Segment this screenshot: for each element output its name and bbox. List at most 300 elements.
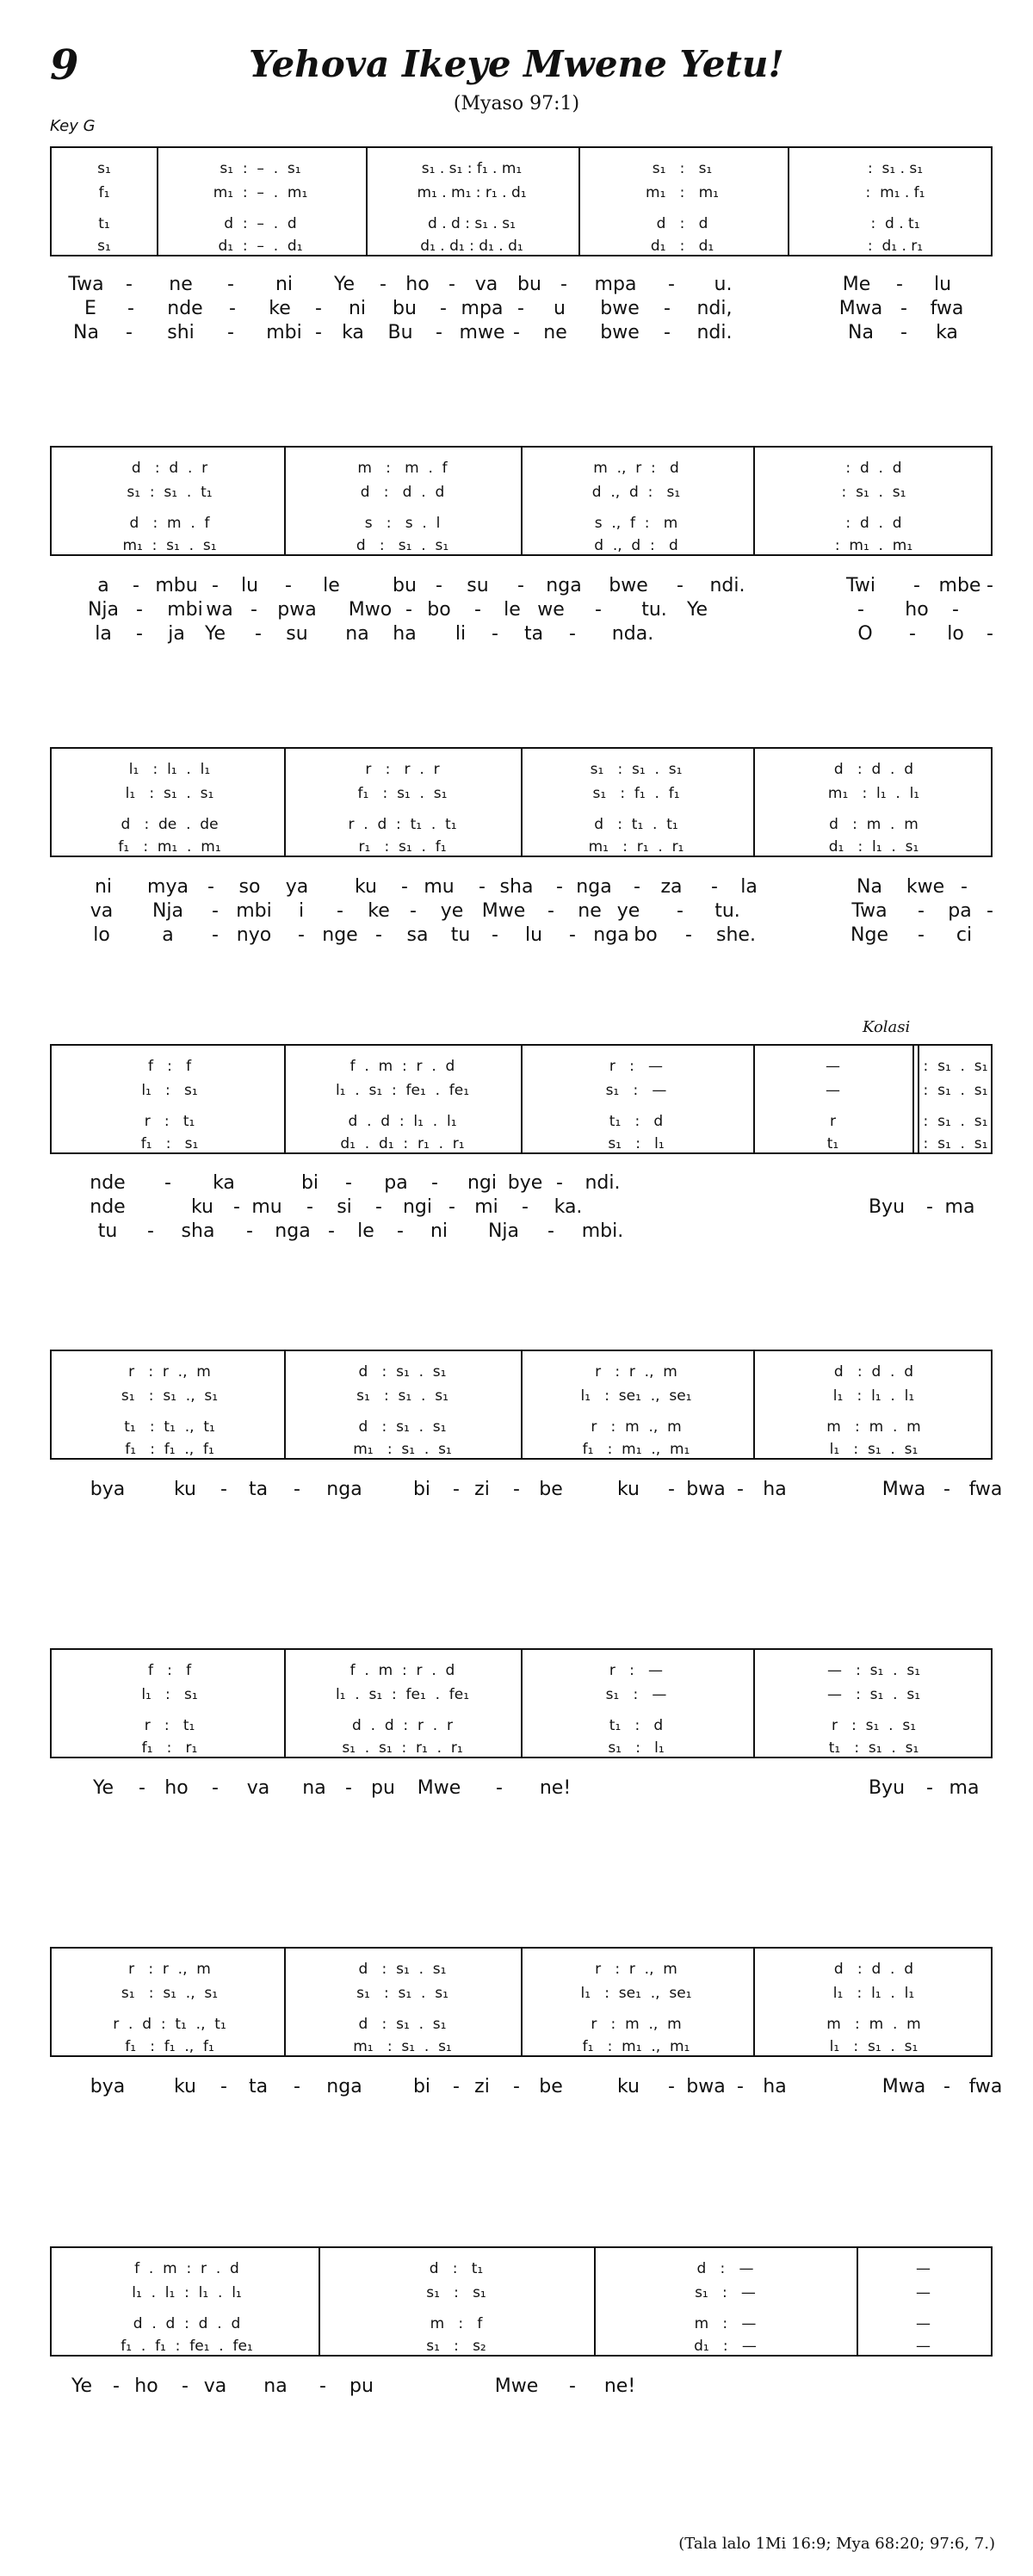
lyric-syllable: we xyxy=(537,599,565,621)
lyric-syllable: ja xyxy=(168,623,185,645)
lyric-syllable: bo xyxy=(427,599,451,621)
lyric-syllable: bye xyxy=(507,1172,543,1194)
lyric-syllable: bwa xyxy=(686,1479,726,1500)
hymn-number: 9 xyxy=(50,41,79,90)
note-group: d . d : s₁ . s₁ xyxy=(428,215,516,232)
lyric-syllable: le xyxy=(323,575,340,596)
note-group: m₁ : s₁ . s₁ xyxy=(353,1441,452,1458)
note-group: : d . t₁ xyxy=(870,215,920,232)
lyric-syllable: ku xyxy=(354,876,378,898)
hyphen: - xyxy=(900,322,907,343)
note-group: — xyxy=(916,2260,931,2277)
note-group: m ., r : d xyxy=(593,460,679,477)
hyphen: - xyxy=(315,298,322,319)
lyric-syllable: va xyxy=(203,2375,227,2397)
note-group: l₁ : l₁ . l₁ xyxy=(832,1985,915,2002)
voice-row-4 xyxy=(52,238,991,256)
lyric-syllable: na xyxy=(345,623,369,645)
hyphen: - xyxy=(453,1479,460,1500)
hyphen: - xyxy=(479,876,486,898)
lyric-syllable: pa xyxy=(384,1172,408,1194)
note-group: s₁ : l₁ xyxy=(608,1135,665,1152)
lyric-syllable: ne! xyxy=(603,2375,636,2397)
lyric-syllable: Ye xyxy=(686,599,708,621)
hyphen: - xyxy=(987,900,993,922)
lyric-syllable: va xyxy=(246,1777,270,1799)
hyphen: - xyxy=(685,924,692,946)
hyphen: - xyxy=(556,1172,563,1194)
voice-row-4 xyxy=(52,2038,991,2057)
hyphen: - xyxy=(918,900,925,922)
lyrics-verse-line-3 xyxy=(50,322,993,346)
lyric-syllable: le xyxy=(504,599,521,621)
lyric-syllable: ho xyxy=(134,2375,158,2397)
note-group: s₁ : s₂ xyxy=(426,2338,486,2355)
lyric-syllable: fwa xyxy=(968,2076,1003,2097)
note-group: — : s₁ . s₁ xyxy=(826,1662,921,1679)
note-group: — xyxy=(826,1058,840,1075)
hyphen: - xyxy=(634,876,640,898)
lyric-syllable: be xyxy=(539,2076,563,2097)
voice-row-2 xyxy=(52,184,991,203)
hyphen: - xyxy=(405,599,412,621)
lyrics-verse-line-3 xyxy=(50,623,993,647)
hyphen: - xyxy=(436,575,442,596)
hyphen: - xyxy=(380,274,387,295)
note-group: l₁ : s₁ . s₁ xyxy=(829,1441,919,1458)
lyric-syllable: kwe xyxy=(906,876,945,898)
note-group: f . m : r . d xyxy=(349,1058,455,1075)
note-group: l₁ : s₁ xyxy=(141,1082,198,1099)
voice-row-1 xyxy=(52,1363,991,1382)
note-group: r : t₁ xyxy=(144,1717,195,1734)
note-group: s₁ : s₁ ., s₁ xyxy=(121,1387,219,1405)
note-group: — xyxy=(826,1082,840,1099)
lyrics-verse-line-3 xyxy=(50,1220,993,1245)
note-group: d : t₁ xyxy=(429,2260,484,2277)
lyric-syllable: tu. xyxy=(714,900,740,922)
lyric-syllable: Na xyxy=(857,876,882,898)
note-group: d ., d : d xyxy=(594,537,678,554)
hyphen: - xyxy=(918,924,925,946)
note-group: r : t₁ xyxy=(144,1113,195,1130)
note-group: s₁ : s₁ ., s₁ xyxy=(121,1985,219,2002)
note-group: t₁ : d xyxy=(609,1717,664,1734)
note-group: d : s₁ . s₁ xyxy=(358,2016,447,2033)
note-group: r : r ., m xyxy=(128,1363,211,1381)
voice-row-1 xyxy=(52,761,991,780)
lyric-syllable: mbi xyxy=(266,322,302,343)
hyphen: - xyxy=(294,1479,300,1500)
lyric-syllable: ma xyxy=(949,1777,980,1799)
lyric-syllable: i xyxy=(298,900,305,922)
hyphen: - xyxy=(664,322,671,343)
lyric-syllable: tu xyxy=(450,924,471,946)
note-group: d : d . d xyxy=(833,1961,914,1978)
note-group: d₁ . d₁ : r₁ . r₁ xyxy=(340,1135,465,1152)
note-group: r : — xyxy=(609,1058,664,1075)
lyric-syllable: bwe xyxy=(600,298,640,319)
lyric-syllable: bi xyxy=(412,1479,431,1500)
voice-row-1 xyxy=(52,1662,991,1681)
lyric-syllable: so xyxy=(238,876,261,898)
lyric-syllable: su xyxy=(467,575,489,596)
voice-row-4 xyxy=(52,537,991,556)
voice-row-1 xyxy=(52,1058,991,1077)
note-group: r : r ., m xyxy=(595,1961,677,1978)
voice-row-3 xyxy=(52,2016,991,2035)
lyric-syllable: Ye xyxy=(333,274,356,295)
lyric-syllable: bo xyxy=(634,924,658,946)
note-group: s₁ : – . s₁ xyxy=(220,160,301,177)
note-group: d . d : l₁ . l₁ xyxy=(348,1113,457,1130)
note-group: : d . d xyxy=(845,460,902,477)
lyric-syllable: ma xyxy=(944,1196,975,1218)
lyric-syllable: u xyxy=(554,298,566,319)
voice-row-3 xyxy=(52,215,991,234)
voice-row-2 xyxy=(52,785,991,804)
voice-row-2 xyxy=(52,1082,991,1101)
note-group: d : d . d xyxy=(833,761,914,778)
lyric-syllable: mwe xyxy=(459,322,505,343)
note-group: m₁ : – . m₁ xyxy=(213,184,308,201)
note-group: l₁ : s₁ . s₁ xyxy=(829,2038,919,2055)
note-group: s₁ : — xyxy=(605,1686,667,1703)
hyphen: - xyxy=(560,274,567,295)
lyric-syllable: she. xyxy=(716,924,756,946)
lyrics-verse-line-2 xyxy=(50,599,993,623)
lyric-syllable: Byu xyxy=(868,1777,906,1799)
note-group: t₁ xyxy=(826,1135,839,1152)
lyric-syllable: ndi, xyxy=(696,298,733,319)
lyric-syllable: lu xyxy=(240,575,259,596)
lyric-syllable: bwe xyxy=(609,575,648,596)
note-group: — : s₁ . s₁ xyxy=(826,1686,921,1703)
lyric-syllable: Nja xyxy=(87,599,120,621)
note-group: l₁ : se₁ ., se₁ xyxy=(580,1985,692,2002)
hyphen: - xyxy=(896,274,903,295)
note-group: s ., f : m xyxy=(594,515,678,532)
hyphen: - xyxy=(952,599,959,621)
hyphen: - xyxy=(126,274,133,295)
note-group: r : r ., m xyxy=(595,1363,677,1381)
hyphen: - xyxy=(926,1196,933,1218)
note-group: s₁ xyxy=(97,238,111,255)
lyric-syllable: nde xyxy=(90,1196,126,1218)
hyphen: - xyxy=(294,2076,300,2097)
lyric-syllable: nde xyxy=(167,298,203,319)
lyric-syllable: zi xyxy=(474,1479,490,1500)
lyric-syllable: ka xyxy=(936,322,958,343)
note-group: d . d : r . r xyxy=(352,1717,453,1734)
note-group: : m₁ . f₁ xyxy=(865,184,925,201)
music-system-8 xyxy=(50,2246,993,2357)
hyphen: - xyxy=(440,298,447,319)
note-group: d : d . d xyxy=(833,1363,914,1381)
note-group: m : f xyxy=(430,2315,483,2332)
hyphen: - xyxy=(517,575,524,596)
hyphen: - xyxy=(668,2076,675,2097)
lyric-syllable: ye xyxy=(440,900,464,922)
note-group: s₁ : s₁ xyxy=(652,160,713,177)
hyphen: - xyxy=(513,2076,520,2097)
lyrics-verse-line-2 xyxy=(50,900,993,924)
hyphen: - xyxy=(987,623,993,645)
hyphen: - xyxy=(212,900,219,922)
note-group: d . d : d . d xyxy=(133,2315,241,2332)
hyphen: - xyxy=(246,1220,253,1242)
voice-row-3 xyxy=(52,1418,991,1437)
lyric-syllable: ndi. xyxy=(585,1172,621,1194)
lyric-syllable: Twa xyxy=(68,274,104,295)
music-system-5 xyxy=(50,1350,993,1460)
lyric-syllable: Nge xyxy=(851,924,888,946)
note-group: m : m . m xyxy=(826,2016,921,2033)
hyphen: - xyxy=(410,900,417,922)
hyphen: - xyxy=(220,1479,227,1500)
note-group: f₁ : m₁ . m₁ xyxy=(118,838,221,856)
hyphen: - xyxy=(136,599,143,621)
note-group: s₁ : — xyxy=(695,2284,756,2301)
lyric-syllable: mbi xyxy=(167,599,203,621)
hyphen: - xyxy=(569,623,576,645)
hyphen: - xyxy=(547,900,554,922)
key-signature: Key G xyxy=(50,117,96,135)
lyric-syllable: nge xyxy=(322,924,358,946)
footer-references: (Tala lalo 1Mi 16:9; Mya 68:20; 97:6, 7.) xyxy=(678,2535,995,2553)
hyphen: - xyxy=(139,1777,145,1799)
note-group: d : de . de xyxy=(121,816,219,833)
chorus-label: Kolasi xyxy=(863,1018,911,1036)
note-group: t₁ : d xyxy=(609,1113,664,1130)
lyrics-verse-line-1 xyxy=(50,876,993,900)
note-group: s₁ . s₁ : f₁ . m₁ xyxy=(421,160,523,177)
note-group: d : s₁ . s₁ xyxy=(358,1363,447,1381)
note-group: r : — xyxy=(609,1662,664,1679)
note-group: : s₁ . s₁ xyxy=(841,484,906,501)
voice-row-2 xyxy=(52,1985,991,2004)
music-system-1 xyxy=(50,146,993,256)
hyphen: - xyxy=(595,599,602,621)
hyphen: - xyxy=(711,876,718,898)
voice-row-3 xyxy=(52,515,991,534)
lyric-syllable: bwa xyxy=(686,2076,726,2097)
lyrics-verse-line-1 xyxy=(50,1172,993,1196)
note-group: d : – . d xyxy=(224,215,297,232)
lyric-syllable: mu xyxy=(251,1196,282,1218)
lyric-syllable: bi xyxy=(412,2076,431,2097)
hyphen: - xyxy=(737,2076,744,2097)
lyric-syllable: ku xyxy=(173,1479,197,1500)
music-system-3 xyxy=(50,747,993,857)
note-group: r : r . r xyxy=(365,761,440,778)
voice-row-1 xyxy=(52,2260,991,2279)
lyric-syllable: lo xyxy=(947,623,964,645)
hyphen: - xyxy=(182,2375,189,2397)
lyrics-verse-line-1 xyxy=(50,1479,1003,1503)
note-group: r xyxy=(830,1113,836,1130)
note-group: s₁ : s₁ xyxy=(426,2284,486,2301)
lyric-syllable: ye xyxy=(616,900,640,922)
note-group: d₁ : l₁ . s₁ xyxy=(828,838,919,856)
note-group: d : t₁ . t₁ xyxy=(594,816,678,833)
voice-row-3 xyxy=(52,1717,991,1736)
hyphen: - xyxy=(496,1777,503,1799)
lyric-syllable: sa xyxy=(406,924,429,946)
lyric-syllable: mbu xyxy=(155,575,198,596)
lyric-syllable: ha xyxy=(393,623,417,645)
note-group: d : m . f xyxy=(129,515,210,532)
lyric-syllable: pwa xyxy=(277,599,317,621)
lyric-syllable: Ye xyxy=(71,2375,93,2397)
note-group: d₁ . d₁ : d₁ . d₁ xyxy=(420,238,523,255)
lyric-syllable: ku xyxy=(616,1479,640,1500)
hyphen: - xyxy=(448,1196,455,1218)
hyphen: - xyxy=(448,274,455,295)
hyphen: - xyxy=(943,1479,950,1500)
hyphen: - xyxy=(397,1220,404,1242)
hyphen: - xyxy=(664,298,671,319)
lyric-syllable: pu xyxy=(349,2375,374,2397)
lyric-syllable: ni xyxy=(430,1220,448,1242)
note-group: s₁ xyxy=(97,160,111,177)
lyric-syllable: Na xyxy=(848,322,874,343)
lyric-syllable: lo xyxy=(93,924,110,946)
lyric-syllable: ho xyxy=(405,274,430,295)
lyric-syllable: zi xyxy=(474,2076,490,2097)
lyric-syllable: ha xyxy=(763,2076,787,2097)
lyric-syllable: bu xyxy=(393,298,417,319)
voice-row-2 xyxy=(52,2284,991,2303)
hyphen: - xyxy=(668,274,675,295)
hyphen: - xyxy=(517,298,524,319)
hyphen: - xyxy=(127,298,134,319)
lyric-syllable: mbi xyxy=(236,900,272,922)
hyphen: - xyxy=(306,1196,313,1218)
note-group: r . d : t₁ . t₁ xyxy=(348,816,457,833)
note-group: r₁ : s₁ . f₁ xyxy=(358,838,447,856)
hyphen: - xyxy=(229,298,236,319)
voice-row-4 xyxy=(52,1441,991,1460)
lyric-syllable: fwa xyxy=(968,1479,1003,1500)
hyphen: - xyxy=(337,900,343,922)
note-group: d : d xyxy=(656,215,708,232)
note-group: f₁ : m₁ ., m₁ xyxy=(582,1441,690,1458)
lyric-syllable: ne! xyxy=(539,1777,572,1799)
lyric-syllable: la xyxy=(740,876,758,898)
note-group: m₁ : s₁ . s₁ xyxy=(353,2038,452,2055)
note-group: l₁ : l₁ . l₁ xyxy=(832,1387,915,1405)
lyric-syllable: ne xyxy=(578,900,602,922)
lyric-syllable: Mwo xyxy=(348,599,393,621)
lyric-syllable: ho xyxy=(164,1777,189,1799)
lyric-syllable: ta xyxy=(248,1479,269,1500)
note-group: t₁ : s₁ . s₁ xyxy=(828,1739,919,1757)
lyrics-verse-line-1 xyxy=(50,575,993,599)
lyrics-verse-line-1 xyxy=(50,2375,993,2400)
lyric-syllable: Twa xyxy=(851,900,888,922)
note-group: r : m ., m xyxy=(591,2016,682,2033)
note-group: f₁ . f₁ : fe₁ . fe₁ xyxy=(121,2338,253,2355)
voice-row-1 xyxy=(52,460,991,479)
hyphen: - xyxy=(298,924,305,946)
note-group: d : s₁ . s₁ xyxy=(356,537,449,554)
hyphen: - xyxy=(227,274,234,295)
hyphen: - xyxy=(569,2375,576,2397)
lyric-syllable: Na xyxy=(73,322,99,343)
note-group: m₁ : r₁ . r₁ xyxy=(588,838,684,856)
note-group: t₁ : t₁ ., t₁ xyxy=(124,1418,215,1436)
voice-row-3 xyxy=(52,2315,991,2334)
hyphen: - xyxy=(943,2076,950,2097)
note-group: f₁ : s₁ xyxy=(140,1135,199,1152)
hyphen: - xyxy=(492,623,498,645)
lyric-syllable: E xyxy=(84,298,96,319)
note-group: s₁ : f₁ . f₁ xyxy=(592,785,680,802)
note-group: f . m : r . d xyxy=(349,1662,455,1679)
lyric-syllable: Ye xyxy=(204,623,226,645)
note-group: s₁ . s₁ : r₁ . r₁ xyxy=(342,1739,463,1757)
lyric-syllable: bu xyxy=(393,575,417,596)
lyric-syllable: Mwe xyxy=(417,1777,461,1799)
lyric-syllable: be xyxy=(539,1479,563,1500)
note-group: — xyxy=(916,2284,931,2301)
note-group: l₁ . l₁ : l₁ . l₁ xyxy=(132,2284,242,2301)
hyphen: - xyxy=(133,575,139,596)
lyric-syllable: bya xyxy=(90,2076,126,2097)
lyric-syllable: tu. xyxy=(641,599,667,621)
lyric-syllable: ku xyxy=(190,1196,214,1218)
voice-row-4 xyxy=(52,2338,991,2357)
lyric-syllable: mi xyxy=(474,1196,498,1218)
lyric-syllable: mya xyxy=(147,876,189,898)
lyric-syllable: Mwe xyxy=(481,900,526,922)
lyric-syllable: Mwe xyxy=(494,2375,539,2397)
note-group: r : m ., m xyxy=(591,1418,682,1436)
hyphen: - xyxy=(401,876,408,898)
hyphen: - xyxy=(212,924,219,946)
lyric-syllable: ndi. xyxy=(709,575,745,596)
note-group: f₁ : f₁ ., f₁ xyxy=(125,1441,214,1458)
lyric-syllable: Bu xyxy=(387,322,413,343)
voice-row-4 xyxy=(52,1739,991,1758)
lyric-syllable: fwa xyxy=(930,298,964,319)
note-group: m₁ : s₁ . s₁ xyxy=(122,537,217,554)
voice-row-2 xyxy=(52,1387,991,1406)
note-group: d : d . r xyxy=(131,460,208,477)
hyphen: - xyxy=(436,322,442,343)
note-group: s₁ : s₁ . t₁ xyxy=(127,484,213,501)
lyric-syllable: wa xyxy=(206,599,233,621)
note-group: m : m . m xyxy=(826,1418,921,1436)
lyric-syllable: ku xyxy=(616,2076,640,2097)
hyphen: - xyxy=(547,1220,554,1242)
hyphen: - xyxy=(900,298,907,319)
hyphen: - xyxy=(522,1196,529,1218)
note-group: d : d . d xyxy=(360,484,445,501)
hyphen: - xyxy=(513,322,520,343)
note-group: f₁ xyxy=(98,184,110,201)
note-group: l₁ : s₁ xyxy=(141,1686,198,1703)
lyric-syllable: tu xyxy=(97,1220,118,1242)
hyphen: - xyxy=(961,876,968,898)
lyric-syllable: Mwa xyxy=(881,1479,926,1500)
note-group: : s₁ . s₁ xyxy=(923,1135,988,1152)
lyric-syllable: Nja xyxy=(487,1220,520,1242)
hyphen: - xyxy=(556,876,563,898)
lyric-syllable: le xyxy=(357,1220,374,1242)
hyphen: - xyxy=(227,322,234,343)
